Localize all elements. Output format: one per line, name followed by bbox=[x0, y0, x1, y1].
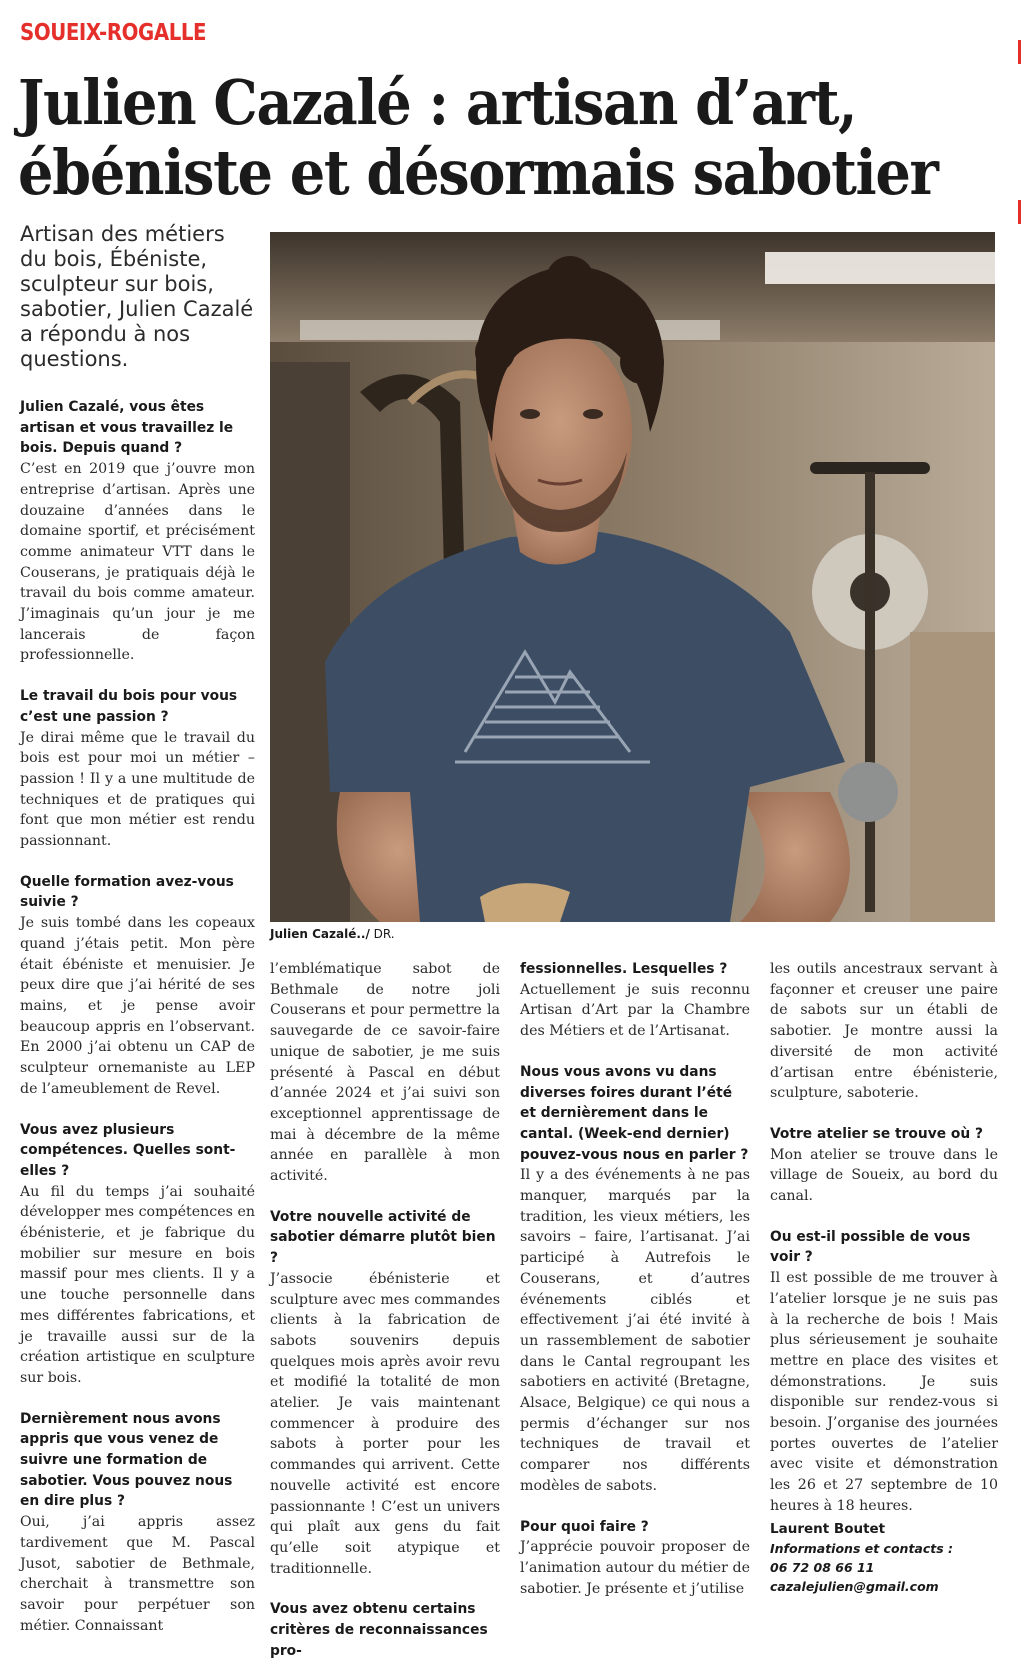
answer: Au fil du temps j’ai souhaité développer mes compétences en ébénisterie, et je fabrique du mobilier sur mesure en bois massif pour mes clients. Il y a une touche personnelle dans mes différentes fabrications, et je travaille aussi sur de la création artistique en sculpture sur bois. bbox=[20, 1183, 255, 1386]
caption-name: Julien Cazalé../ bbox=[270, 927, 370, 941]
question-continued: fessionnelles. Lesquelles ? bbox=[520, 961, 728, 977]
article-column-3 bbox=[520, 959, 750, 1597]
answer: C’est en 2019 que j’ouvre mon entreprise d’artisan. Après une douzaine d’années dans le domaine sportif, et précisément comme animateur VTT dans le Couserans, je pratiquais déjà le travail du bois comme amateur. J’imaginais qu’un jour je me lancerais de façon professionnelle. bbox=[20, 461, 255, 664]
question: Votre nouvelle activité de sabotier démarre plutôt bien ? bbox=[270, 1208, 496, 1267]
lede: Artisan des métiers du bois, Ébéniste, sculpteur sur bois, sabotier, Julien Cazalé a répondu à nos questions. bbox=[20, 222, 254, 371]
contact-title: Informations et contacts : bbox=[770, 1541, 954, 1557]
question: Votre atelier se trouve où ? bbox=[770, 1125, 983, 1142]
answer: J’apprécie pouvoir proposer de l’animation autour du métier de sabotier. Je présente et j’utilise bbox=[520, 1539, 750, 1597]
answer-continued: l’emblématique sabot de Bethmale de notre joli Couserans et pour permettre la sauvegarde de ce savoir-faire unique de sabotier, je me suis présenté à Pascal en début d’année 2024 et j’ai suivi son exceptionnel apprentissage de mai à décembre de la même année en parallèle à mon activité. bbox=[270, 961, 500, 1185]
workshop-portrait-illustration bbox=[270, 232, 995, 922]
answer-continued: les outils ancestraux servant à façonner et creuser une paire de sabots sur un établi de sabotier. Je montre aussi la diversité de mon activité d’artisan entre ébénisterie, sculpture, saboterie. bbox=[770, 961, 998, 1102]
article-column-1 bbox=[20, 397, 255, 1634]
answer: Actuellement je suis reconnu Artisan d’Art par la Chambre des Métiers et de l’Artisanat. bbox=[520, 981, 750, 1040]
question: Vous avez obtenu certains critères de reconnaissances pro- bbox=[270, 1601, 488, 1659]
question: Le travail du bois pour vous c’est une passion ? bbox=[20, 688, 238, 725]
page-edge-marks bbox=[1014, 0, 1023, 1600]
contact-email: cazalejulien@gmail.com bbox=[770, 1579, 939, 1595]
question: Dernièrement nous avons appris que vous venez de suivre une formation de sabotier. Vous pouvez nous en dire plus ? bbox=[20, 1410, 233, 1510]
question: Ou est-il possible de vous voir ? bbox=[770, 1228, 971, 1266]
edge-mark bbox=[1018, 200, 1021, 224]
question: Nous vous avons vu dans diverses foires durant l’été et dernièrement dans le cantal. (Week-end dernier) pouvez-vous nous en parler ? bbox=[520, 1063, 749, 1163]
headline-line-1: Julien Cazalé : artisan d’art, bbox=[18, 66, 857, 139]
edge-mark bbox=[1018, 40, 1021, 64]
answer: Il est possible de me trouver à l’atelier lorsque je ne suis pas à la recherche de bois ! Mais plus sérieusement je souhaite mettre en place des visites et démonstrations. Je suis disponible sur rendez-vous si besoin. J’organise des journées portes ouvertes de l’atelier avec visite et démonstration les 26 et 27 septembre de 10 heures à 18 heures. bbox=[770, 1270, 998, 1514]
section-kicker: SOUEIX-ROGALLE bbox=[20, 20, 207, 46]
question: Julien Cazalé, vous êtes artisan et vous travaillez le bois. Depuis quand ? bbox=[20, 399, 234, 457]
answer: Il y a des événements à ne pas manquer, marqués par la tradition, les vieux métiers, les savoirs – faire, l’artisanat. J’ai participé à Autrefois le Couserans, et d’autres événements ciblés et effectivement j’ai été invité à un rassemblement de sabotier dans le Cantal regroupant les sabotiers en activité (Bretagne, Alsace, Belgique) ce qui nous a permis d’échanger sur nos techniques de travail et comparer nos différents modèles de sabots. bbox=[520, 1167, 750, 1494]
portrait-photo bbox=[270, 232, 995, 922]
answer: Je dirai même que le travail du bois est pour moi un métier – passion ! Il y a une multitude de techniques et de pratiques qui font que mon métier est rendu passionnant. bbox=[20, 729, 255, 850]
answer: J’associe ébénisterie et sculpture avec mes commandes clients à la fabrication de sabots souvenirs depuis quelques mois après avoir revu et modifié la totalité de mon atelier. Je vais maintenant commencer à produire des sabots à porter pour les commandes qui arrivent. Cette nouvelle activité est encore passionnante ! C’est un univers qui plaît aux gens du fait qu’elle soit atypique et traditionnelle. bbox=[270, 1270, 500, 1577]
answer: Je suis tombé dans les copeaux quand j’étais petit. Mon père était ébéniste et menuisier. Je peux dire que j’ai hérité de ses mains, et je pense avoir beaucoup appris en l’observant. En 2000 j’ai obtenu un CAP de sculpteur ornemaniste au LEP de l’ameublement de Revel. bbox=[20, 915, 255, 1097]
author-signature: Laurent Boutet bbox=[770, 1520, 886, 1537]
question: Vous avez plusieurs compétences. Quelles sont-elles ? bbox=[20, 1121, 236, 1179]
photo-caption bbox=[270, 927, 395, 947]
headline bbox=[18, 66, 938, 209]
answer: Oui, j’ai appris assez tardivement que M. Pascal Jusot, sabotier de Bethmale, cherchait à transmettre son savoir pour perpétuer son métier. Connaissant bbox=[20, 1514, 255, 1634]
caption-credit: DR. bbox=[369, 927, 395, 941]
question: Pour quoi faire ? bbox=[520, 1518, 649, 1535]
article-column-2 bbox=[270, 959, 500, 1659]
answer: Mon atelier se trouve dans le village de Soueix, au bord du canal. bbox=[770, 1146, 998, 1205]
article-column-4 bbox=[770, 959, 998, 1597]
contact-phone: 06 72 08 66 11 bbox=[770, 1560, 875, 1576]
headline-line-2: ébéniste et désormais sabotier bbox=[18, 136, 938, 209]
question: Quelle formation avez-vous suivie ? bbox=[20, 873, 234, 911]
